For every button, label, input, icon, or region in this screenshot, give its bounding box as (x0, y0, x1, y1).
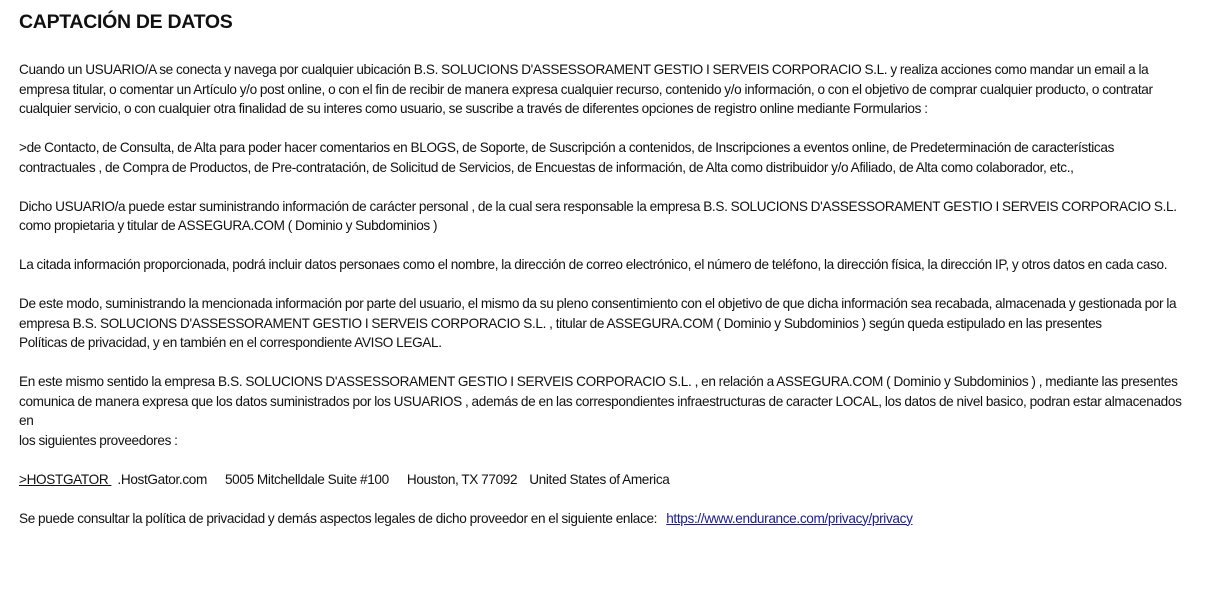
privacy-text: Se puede consultar la política de privacidad y demás aspectos legales de dicho proveedor en el siguiente enlace: (19, 510, 661, 526)
provider-address: 5005 Mitchelldale Suite #100 (224, 471, 389, 487)
paragraph-consent-main: De este modo, suministrando la mencionada información por parte del usuario, el mismo da su pleno consentimiento con el objetivo de que dicha información sea recabada, almacenada y gestionada por la empresa B.S. SOLUCIONS D'ASSESSORAMENT GESTIO I SERVEIS CORPORACIO S.L. , titular de ASSEGURA.COM ( Dominio y Subdominios ) según queda estipulado en las presentes (19, 296, 1177, 331)
page-title: CAPTACIÓN DE DATOS (19, 11, 233, 33)
provider-line (19, 470, 1189, 490)
provider-name: .HostGator.com (117, 471, 207, 487)
paragraph-consent (19, 294, 1189, 353)
document-body (19, 60, 1189, 528)
privacy-policy-link[interactable]: https://www.endurance.com/privacy/privacy (666, 510, 913, 526)
paragraph-responsible-company: Dicho USUARIO/a puede estar suministrando información de carácter personal , de la cual sera responsable la empresa B.S. SOLUCIONS D'ASSESSORAMENT GESTIO I SERVEIS CORPORACIO S.L. como propietaria y titular de ASSEGURA.COM ( Dominio y Subdominios ) (19, 198, 1177, 233)
paragraph-storage (19, 372, 1189, 450)
page-content (19, 8, 1189, 528)
hostgator-link[interactable]: >HOSTGATOR (19, 471, 112, 487)
privacy-line (19, 509, 1189, 529)
provider-city: Houston, TX 77092 (406, 471, 518, 487)
paragraph-storage-main: En este mismo sentido la empresa B.S. SOLUCIONS D'ASSESSORAMENT GESTIO I SERVEIS CORPORACIO S.L. , en relación a ASSEGURA.COM ( Dominio y Subdominios ) , mediante las presentes comunica de manera expresa que los datos suministrados por los USUARIOS , además de en las correspondientes infraestructuras de caracter LOCAL, los datos de nivel basico, podran estar almacenados en (19, 374, 1182, 428)
paragraph-personal-data: La citada información proporcionada, podrá incluir datos personaes como el nombre, la dirección de correo electrónico, el número de teléfono, la dirección física, la dirección IP, y otros datos en cada caso. (19, 257, 1168, 272)
provider-country: United States of America (529, 471, 670, 487)
paragraph-form-types: >de Contacto, de Consulta, de Alta para poder hacer comentarios en BLOGS, de Soporte, de Suscripción a contenidos, de Inscripciones a eventos online, de Predeterminación de características contractuales , de Compra de Productos, de Pre-contratación, de Solicitud de Servicios, de Encuestas de información, de Alta como distribuidor y/o Afiliado, de Alta como colaborador, etc., (19, 140, 1115, 175)
paragraph-consent-tail: Políticas de privacidad, y en también en el correspondiente AVISO LEGAL. (19, 335, 442, 350)
paragraph-storage-tail: los siguientes proveedores : (19, 432, 178, 448)
paragraph-data-capture-intro: Cuando un USUARIO/A se conecta y navega por cualquier ubicación B.S. SOLUCIONS D'ASSESSORAMENT GESTIO I SERVEIS CORPORACIO S.L. y realiza acciones como mandar un email a la empresa titular, o comentar un Artículo y/o post online, o con el fin de recibir de manera expresa cualquier recurso, contenido y/o información, o con el objetivo de comprar cualquier producto, o contratar cualquier servicio, o con cualquier otra finalidad de su interes como usuario, se suscribe a través de diferentes opciones de registro online mediante Formularios : (19, 62, 1153, 116)
